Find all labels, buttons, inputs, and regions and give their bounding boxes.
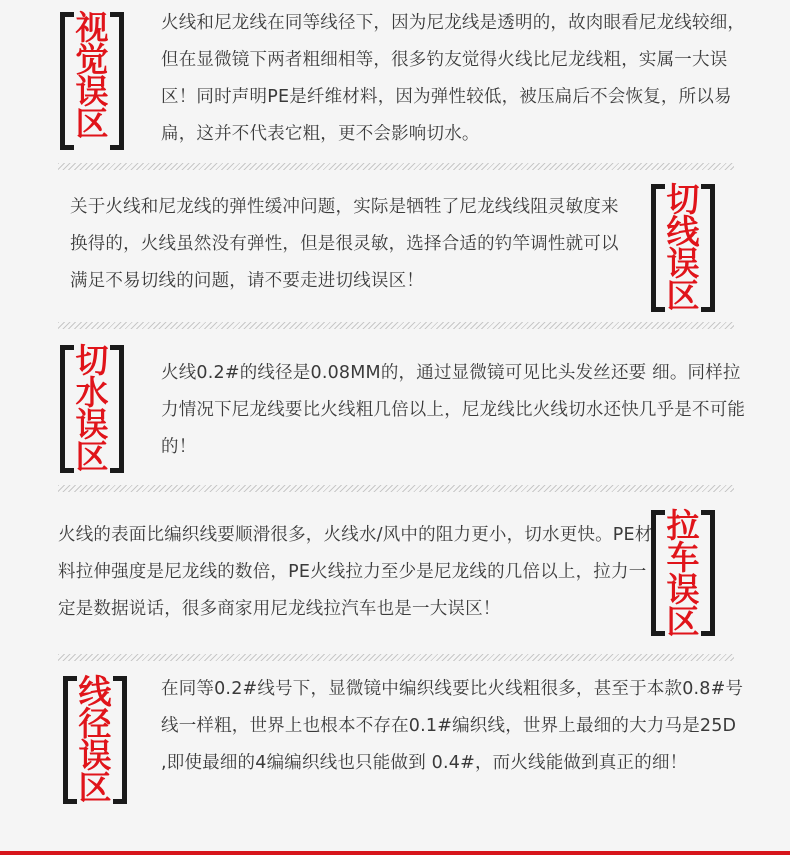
tag-pull-myth (651, 506, 715, 641)
tag-label: 拉车误区 (666, 506, 700, 641)
tag-label: 切线误区 (666, 180, 700, 315)
paragraph-visual-myth: 火线和尼龙线在同等线径下，因为尼龙线是透明的，故肉眼看尼龙线较细，但在显微镜下两者粗细相等，很多钓友觉得火线比尼龙线粗，实属一大误区！同时声明PE是纤维材料，因为弹性较低，被压扁后不会恢复，所以易扁，这并不代表它粗，更不会影响切水。 (161, 13, 746, 144)
section-divider (58, 485, 734, 492)
tag-visual-myth (60, 8, 124, 150)
right-bracket (113, 676, 127, 804)
paragraph-diameter-myth: 在同等0.2#线号下，显微镜中编织线要比火线粗很多，甚至于本款0.8#号线一样粗，世界上也根本不存在0.1#编织线，世界上最细的大力马是25D ,即使最细的4编编织线也只能做到 0.4#，而火线能做到真正的细！ (161, 679, 744, 773)
tag-diameter-myth (63, 672, 127, 807)
right-bracket (110, 12, 124, 150)
tag-water-cut-myth (60, 341, 124, 476)
paragraph-break-myth: 关于火线和尼龙线的弹性缓冲问题，实际是牺牲了尼龙线线阻灵敏度来换得的，火线虽然没有弹性，但是很灵敏，选择合适的钓竿调性就可以满足不易切线的问题，请不要走进切线误区！ (70, 197, 619, 291)
paragraph-pull-myth: 火线的表面比编织线要顺滑很多，火线水/风中的阻力更小，切水更快。PE材料拉伸强度是尼龙线的数倍，PE火线拉力至少是尼龙线的几倍以上，拉力一定是数据说话，很多商家用尼龙线拉汽车也是一大误区！ (58, 525, 653, 619)
tag-label: 线径误区 (78, 672, 112, 807)
right-bracket (110, 345, 124, 473)
section-divider (58, 322, 734, 329)
right-bracket (701, 510, 715, 636)
tag-break-myth (651, 180, 715, 315)
paragraph-water-cut-myth: 火线0.2#的线径是0.08MM的，通过显微镜可见比头发丝还要 细。同样拉力情况下尼龙线要比火线粗几倍以上，尼龙线比火线切水还快几乎是不可能的！ (161, 363, 746, 457)
tag-label: 切水误区 (75, 341, 109, 476)
section-divider (58, 163, 734, 170)
tag-label: 视觉误区 (75, 8, 109, 143)
bottom-accent-line (0, 851, 790, 855)
section-divider (58, 654, 734, 661)
right-bracket (701, 184, 715, 312)
